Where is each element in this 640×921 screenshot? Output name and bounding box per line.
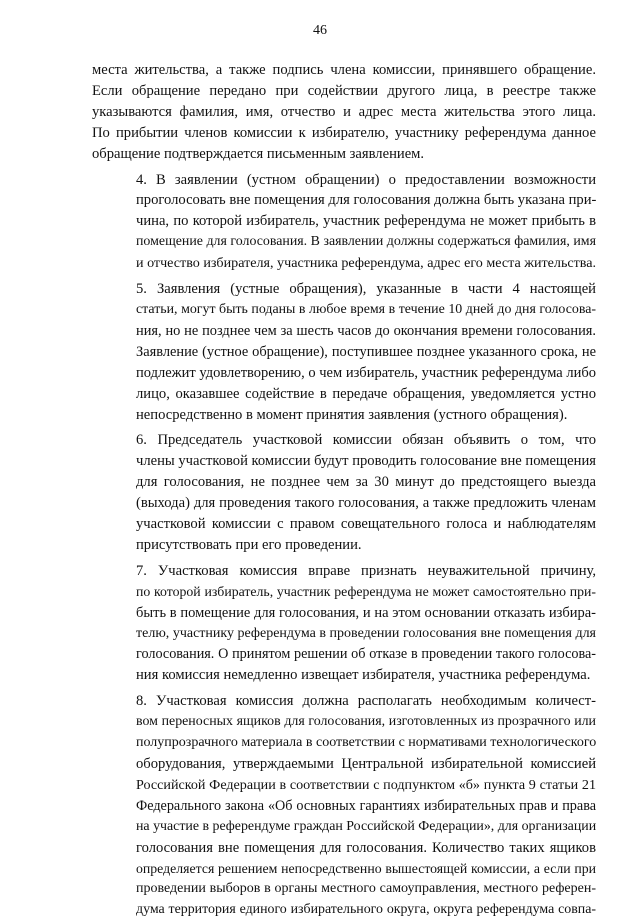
text-line: 5. Заявления (устные обращения), указанные в части 4 настоящей (136, 281, 596, 298)
text-line: помещение для голосования. В заявлении должны содержаться фамилия, имя (136, 234, 596, 250)
text-line: голосования вне помещения для голосования. Количество таких ящиков (136, 839, 596, 856)
text-line: Заявление (устное обращение), поступившее позднее указанного срока, не (136, 343, 596, 360)
page-number: 46 (313, 23, 327, 38)
text-line: по которой избиратель, участник референдума не может самостоятельно при- (136, 583, 596, 599)
text-line: дума территория единого избирательного округа, округа референдума совпа- (136, 902, 596, 918)
text-line: члены участковой комиссии будут проводить голосование вне помещения (136, 453, 596, 470)
text-line: для голосования, не позднее чем за 30 минут до предстоящего выезда (136, 474, 596, 491)
text-line: оборудования, утверждаемыми Центральной избирательной комиссией (136, 756, 596, 772)
text-line: голосования. О принятом решении об отказе в проведении такого голосова- (136, 646, 596, 663)
text-line: присутствовать при его проведении. (136, 536, 362, 553)
text-line: проведении выборов в органы местного самоуправления, местного референ- (136, 881, 596, 897)
text-line: (выхода) для проведения такого голосования, а также предложить членам (136, 495, 596, 512)
text-line: на участие в референдуме граждан Российской Федерации», для организации (136, 818, 597, 834)
text-line: непосредственно в момент принятия заявления (устного обращения). (136, 406, 568, 423)
text-line: 7. Участковая комиссия вправе признать неуважительной причину, (136, 562, 596, 579)
text-line: участковой комиссии с правом совещательного голоса и наблюдателям (136, 516, 596, 533)
text-line: Если обращение передано при содействии другого лица, в реестре также (92, 82, 596, 99)
paragraph (92, 60, 596, 165)
text-line: ния, но не позднее чем за шесть часов до окончания времени голосования. (136, 322, 596, 339)
text-line: лицо, оказавшее содействие в передаче обращения, уведомляется устно (136, 385, 596, 402)
text-line: обращение подтверждается письменным заявлением. (92, 145, 425, 162)
text-line: чина, по которой избиратель, участник референдума не может прибыть в (136, 213, 596, 230)
text-line: быть в помещение для голосования, и на этом основании отказать избира- (136, 604, 596, 621)
text-line: проголосовать вне помещения для голосования должна быть указана при- (136, 192, 597, 209)
text-line: По прибытии членов комиссии к избирателю, участнику референдума данное (92, 124, 596, 141)
text-line: места жительства, а также подпись члена комиссии, принявшего обращение. (92, 62, 596, 78)
text-line: телю, участнику референдума в проведении голосования вне помещения для (136, 625, 596, 641)
text-line: подлежит удовлетворению, о чем избиратель, участник референдума либо (136, 364, 596, 381)
paragraph (92, 561, 596, 686)
paragraph (92, 430, 596, 555)
text-line: вом переносных ящиков для голосования, изготовленных из прозрачного или (136, 714, 596, 730)
document-body (92, 60, 596, 921)
text-line: статьи, могут быть поданы в любое время в течение 10 дней до дня голосова- (136, 301, 596, 317)
text-line: ния комиссия немедленно извещает избирателя, участника референдума. (136, 667, 591, 684)
text-line: 8. Участковая комиссия должна располагать необходимым количест- (136, 693, 596, 710)
text-line: 4. В заявлении (устном обращении) о предоставлении возможности (136, 171, 596, 188)
text-line: и отчество избирателя, участника референдума, адрес его места жительства. (136, 255, 597, 272)
text-line: 6. Председатель участковой комиссии обязан объявить о том, что (136, 432, 596, 449)
text-line: Российской Федерации в соответствии с подпунктом «б» пункта 9 статьи 21 (136, 776, 596, 793)
text-line: полупрозрачного материала в соответствии с нормативами технологического (136, 735, 597, 751)
paragraph (92, 170, 596, 275)
text-line: указываются фамилия, имя, отчество и адрес места жительства этого лица. (92, 103, 596, 120)
text-line: Федерального закона «Об основных гарантиях избирательных прав и права (136, 797, 596, 814)
text-line: определяется решением непосредственно вышестоящей комиссии, а если при (136, 860, 596, 876)
paragraph (92, 691, 596, 921)
paragraph (92, 279, 596, 425)
